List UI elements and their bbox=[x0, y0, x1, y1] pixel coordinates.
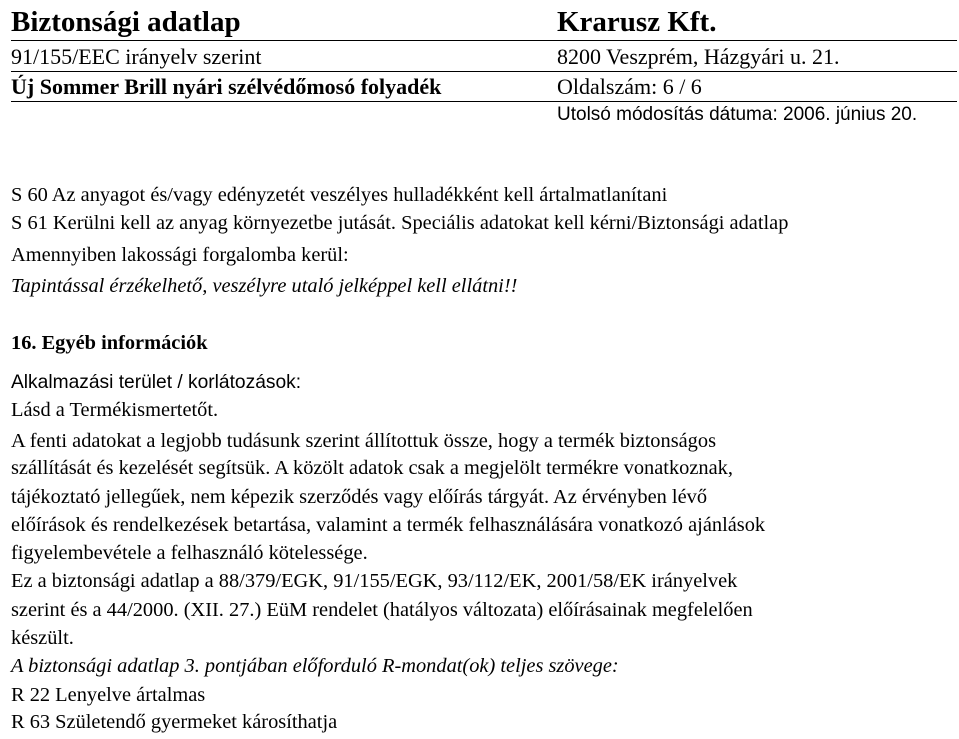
r-phrases-intro: A biztonsági adatlap 3. pontjában előforduló R-mondat(ok) teljes szövege: bbox=[11, 655, 619, 677]
paragraph-line: szállítását és kezelését segítsük. A közölt adatok csak a megjelölt termékre vonatkoznak, bbox=[11, 457, 733, 479]
header-divider bbox=[11, 71, 957, 72]
page-number: Oldalszám: 6 / 6 bbox=[557, 74, 702, 99]
paragraph-line: figyelembevétele a felhasználó kötelessége. bbox=[11, 542, 368, 564]
modified-date: Utolsó módosítás dátuma: 2006. június 20. bbox=[557, 104, 918, 125]
paragraph-line: Ez a biztonsági adatlap a 88/379/EGK, 91/155/EGK, 93/112/EK, 2001/58/EK irányelvek bbox=[11, 570, 738, 592]
header-row-title bbox=[0, 5, 959, 38]
product-name: Új Sommer Brill nyári szélvédőmosó folyadék bbox=[11, 74, 442, 99]
paragraph-line: előírások és rendelkezések betartása, valamint a termék felhasználására vonatkozó ajánlások bbox=[11, 514, 766, 536]
header-divider bbox=[11, 101, 957, 102]
r63-phrase: R 63 Születendő gyermeket károsíthatja bbox=[11, 711, 338, 733]
header-row-directive bbox=[0, 44, 959, 74]
header-row-modified bbox=[0, 103, 959, 133]
usage-value: Lásd a Termékismertetőt. bbox=[11, 399, 219, 421]
tactile-warning-text: Tapintással érzékelhető, veszélyre utaló jelképpel kell ellátni!! bbox=[11, 275, 518, 297]
r22-phrase: R 22 Lenyelve ártalmas bbox=[11, 684, 206, 706]
paragraph-line: tájékoztató jellegűek, nem képezik szerződés vagy előírás tárgyát. Az érvényben lévő bbox=[11, 486, 708, 508]
s61-phrase: S 61 Kerülni kell az anyag környezetbe jutását. Speciális adatokat kell kérni/Biztonsági adatlap bbox=[11, 212, 789, 234]
directive-text: 91/155/EEC irányelv szerint bbox=[11, 44, 262, 69]
paragraph-line: készült. bbox=[11, 627, 74, 649]
paragraph-line: A fenti adatokat a legjobb tudásunk szerint állítottuk össze, hogy a termék biztonságos bbox=[11, 430, 717, 452]
header-divider bbox=[11, 40, 957, 41]
document-title: Biztonsági adatlap bbox=[11, 6, 241, 38]
public-distribution-text: Amennyiben lakossági forgalomba kerül: bbox=[11, 244, 349, 266]
paragraph-line: szerint és a 44/2000. (XII. 27.) EüM rendelet (hatályos változata) előírásainak megfelelően bbox=[11, 599, 753, 621]
header-row-product bbox=[0, 74, 959, 104]
company-name: Krarusz Kft. bbox=[557, 6, 717, 38]
section-16-heading: 16. Egyéb információk bbox=[11, 332, 208, 354]
usage-label: Alkalmazási terület / korlátozások: bbox=[11, 372, 302, 393]
s60-phrase: S 60 Az anyagot és/vagy edényzetét veszélyes hulladékként kell ártalmatlanítani bbox=[11, 184, 668, 206]
company-address: 8200 Veszprém, Házgyári u. 21. bbox=[557, 44, 840, 69]
